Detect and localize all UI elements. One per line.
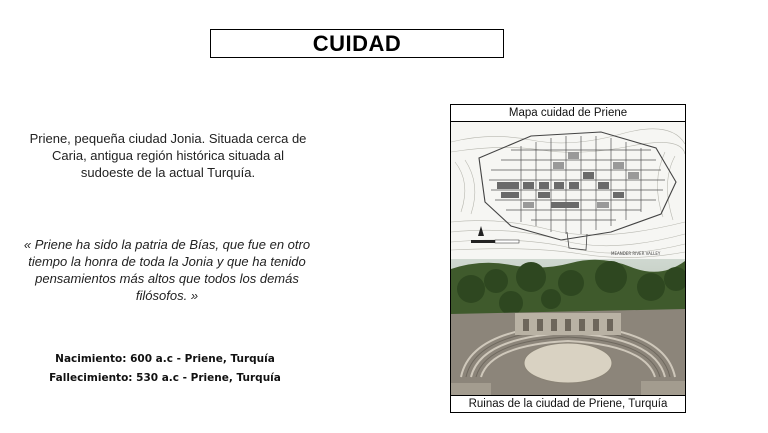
theater-ruins-photo (451, 259, 685, 396)
quote-text: « Priene ha sido la patria de Bías, que fue en otro tiempo la honra de toda la Jonia y que ha tenido pensamientos más altos que todos los demás filósofos. » (23, 237, 311, 303)
page-title: CUIDAD (210, 29, 504, 58)
death-line: Fallecimiento: 530 a.c - Priene, Turquía (49, 372, 281, 384)
map-caption: Mapa cuidad de Priene (451, 105, 685, 122)
intro-text: Priene, pequeña ciudad Jonia. Situada cerca de Caria, antigua región histórica situada al sudoeste de la actual Turquía. (29, 131, 307, 180)
city-map-image (451, 122, 685, 259)
svg-text:MEANDER RIVER VALLEY: MEANDER RIVER VALLEY (611, 251, 661, 256)
figure-panel (450, 104, 686, 413)
birth-line: Nacimiento: 600 a.c - Priene, Turquía (55, 353, 275, 365)
photo-caption: Ruinas de la ciudad de Priene, Turquía (451, 395, 685, 412)
dates-block (30, 350, 300, 388)
